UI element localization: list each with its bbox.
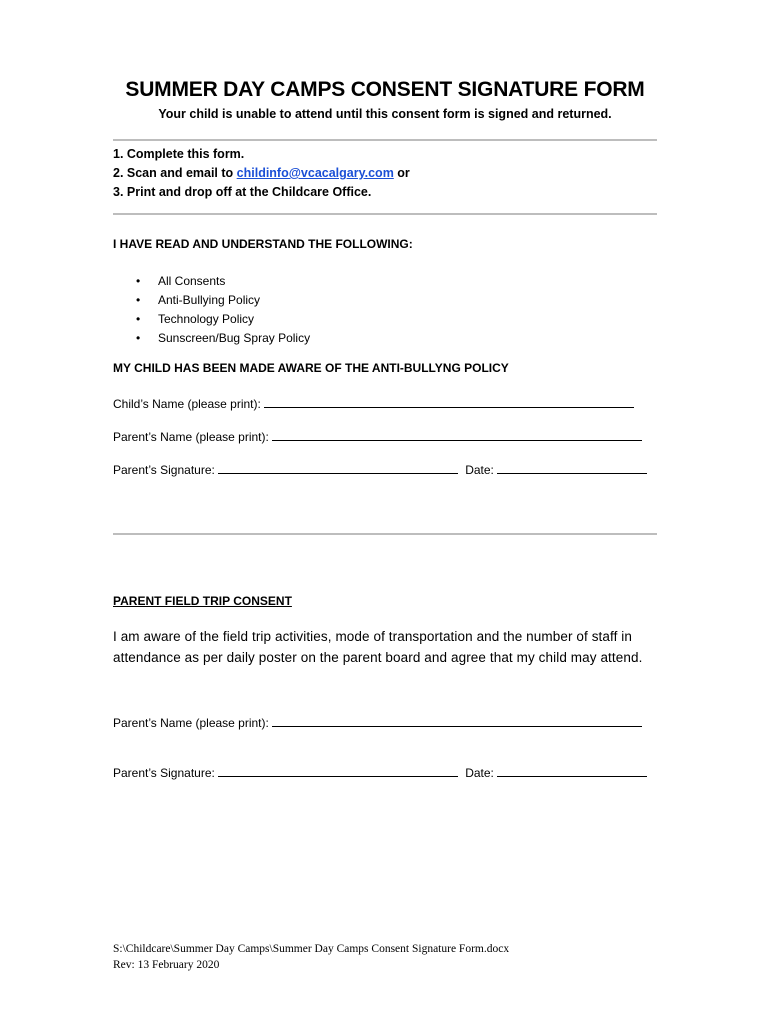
child-name-label: Child’s Name (please print):	[113, 397, 261, 411]
bullet-icon: •	[136, 331, 141, 345]
field-trip-statement: I am aware of the field trip activities, mode of transportation and the number of staff in attendance as per daily poster on the parent board and agree that my child may attend.	[113, 629, 643, 665]
parent-signature-label: Parent’s Signature:	[113, 463, 215, 477]
field-trip-heading: PARENT FIELD TRIP CONSENT	[113, 594, 292, 608]
anti-bullying-heading: MY CHILD HAS BEEN MADE AWARE OF THE ANTI-BULLYNG POLICY	[113, 361, 509, 375]
list-item	[136, 272, 310, 291]
step-2-prefix: 2. Scan and email to	[113, 166, 237, 180]
page-subtitle: Your child is unable to attend until this consent form is signed and returned.	[158, 107, 612, 121]
date-label: Date:	[465, 463, 494, 477]
parent-name-row	[113, 429, 642, 444]
trip-parent-signature-label: Parent’s Signature:	[113, 766, 215, 780]
list-item	[136, 329, 310, 348]
trip-parent-name-row	[113, 715, 642, 730]
policy-label: All Consents	[158, 274, 226, 288]
child-name-input[interactable]	[264, 396, 634, 408]
bullet-icon: •	[136, 312, 141, 326]
step-3: 3. Print and drop off at the Childcare Office.	[113, 185, 372, 199]
date-input[interactable]	[497, 462, 647, 474]
divider	[113, 213, 657, 215]
bullet-icon: •	[136, 274, 141, 288]
file-path: S:\Childcare\Summer Day Camps\Summer Day Camps Consent Signature Form.docx	[113, 943, 510, 955]
policy-label: Anti-Bullying Policy	[158, 293, 261, 307]
trip-date-label: Date:	[465, 766, 494, 780]
step-2-suffix: or	[393, 166, 410, 180]
list-item	[136, 310, 310, 329]
document-footer	[113, 941, 509, 973]
submission-steps	[113, 145, 410, 202]
revision-date: Rev: 13 February 2020	[113, 959, 220, 971]
bullet-icon: •	[136, 293, 141, 307]
parent-signature-row	[113, 462, 647, 477]
child-name-row	[113, 396, 634, 411]
parent-signature-input[interactable]	[218, 462, 458, 474]
parent-name-label: Parent’s Name (please print):	[113, 430, 269, 444]
divider	[113, 533, 657, 535]
parent-name-input[interactable]	[272, 429, 642, 441]
trip-parent-name-label: Parent’s Name (please print):	[113, 716, 269, 730]
email-link[interactable]: childinfo@vcacalgary.com	[236, 166, 394, 180]
trip-date-input[interactable]	[497, 765, 647, 777]
policy-label: Sunscreen/Bug Spray Policy	[158, 331, 311, 345]
step-2	[113, 164, 410, 183]
trip-parent-signature-row	[113, 765, 647, 780]
step-1: 1. Complete this form.	[113, 147, 245, 161]
policy-list	[136, 272, 310, 348]
trip-parent-signature-input[interactable]	[218, 765, 458, 777]
page-title: SUMMER DAY CAMPS CONSENT SIGNATURE FORM	[125, 78, 645, 101]
acknowledgement-heading: I HAVE READ AND UNDERSTAND THE FOLLOWING:	[113, 237, 413, 251]
divider	[113, 139, 657, 141]
list-item	[136, 291, 310, 310]
policy-label: Technology Policy	[158, 312, 255, 326]
trip-parent-name-input[interactable]	[272, 715, 642, 727]
